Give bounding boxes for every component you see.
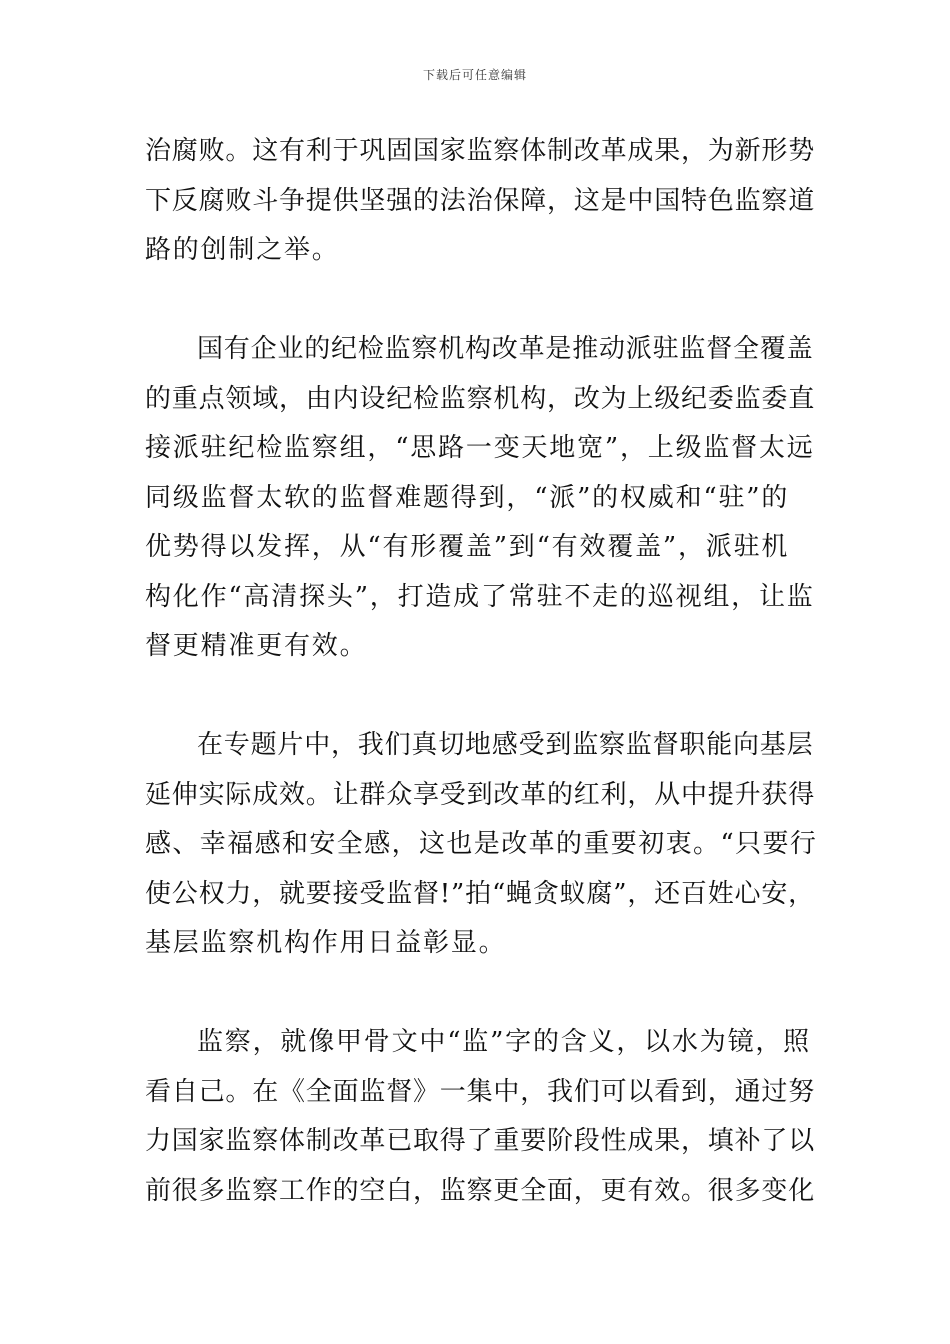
paragraph-4 bbox=[145, 1018, 817, 1216]
text-line: 延伸实际成效。让群众享受到改革的红利，从中提升获得 bbox=[145, 779, 816, 810]
text-line: 督更精准更有效。 bbox=[145, 631, 368, 661]
text-line: 下反腐败斗争提供坚强的法治保障，这是中国特色监察道 bbox=[145, 185, 816, 216]
text-line: 看自己。在《全面监督》一集中，我们可以看到，通过努 bbox=[145, 1076, 816, 1107]
page-header: 下载后可任意编辑 bbox=[422, 68, 527, 82]
paragraph-2 bbox=[145, 325, 817, 672]
text-line: 在专题片中，我们真切地感受到监察监督职能向基层 bbox=[197, 730, 814, 760]
text-line: 前很多监察工作的空白，监察更全面，更有效。很多变化 bbox=[145, 1175, 816, 1206]
text-line: 路的创制之举。 bbox=[145, 235, 340, 265]
paragraph-gap bbox=[145, 969, 817, 1019]
text-line: 治腐败。这有利于巩固国家监察体制改革成果，为新形势 bbox=[145, 136, 816, 166]
document-body bbox=[145, 127, 817, 1216]
paragraph-gap bbox=[145, 276, 817, 326]
paragraph-3 bbox=[145, 721, 817, 969]
text-line: 接派驻纪检监察组，“思路一变天地宽”，上级监督太远 bbox=[145, 433, 815, 463]
text-line: 基层监察机构作用日益彰显。 bbox=[145, 928, 507, 958]
text-line: 感、幸福感和安全感，这也是改革的重要初衷。“只要行 bbox=[145, 829, 818, 859]
text-line: 优势得以发挥，从“有形覆盖”到“有效覆盖”，派驻机 bbox=[145, 532, 790, 562]
paragraph-1 bbox=[145, 127, 817, 276]
text-line: 使公权力，就要接受监督!”拍“蝇贪蚁腐”，还百姓心安， bbox=[145, 878, 815, 909]
text-line: 力国家监察体制改革已取得了重要阶段性成果，填补了以 bbox=[145, 1126, 816, 1156]
paragraph-gap bbox=[145, 672, 817, 722]
text-line: 监察，就像甲骨文中“监”字的含义，以水为镜，照 bbox=[197, 1027, 811, 1057]
text-line: 国有企业的纪检监察机构改革是推动派驻监督全覆盖 bbox=[197, 334, 814, 364]
text-line: 构化作“高清探头”，打造成了常驻不走的巡视组，让监 bbox=[145, 581, 815, 612]
text-line: 同级监督太软的监督难题得到，“派”的权威和“驻”的 bbox=[145, 482, 790, 513]
text-line: 的重点领域，由内设纪检监察机构，改为上级纪委监委直 bbox=[145, 383, 816, 414]
